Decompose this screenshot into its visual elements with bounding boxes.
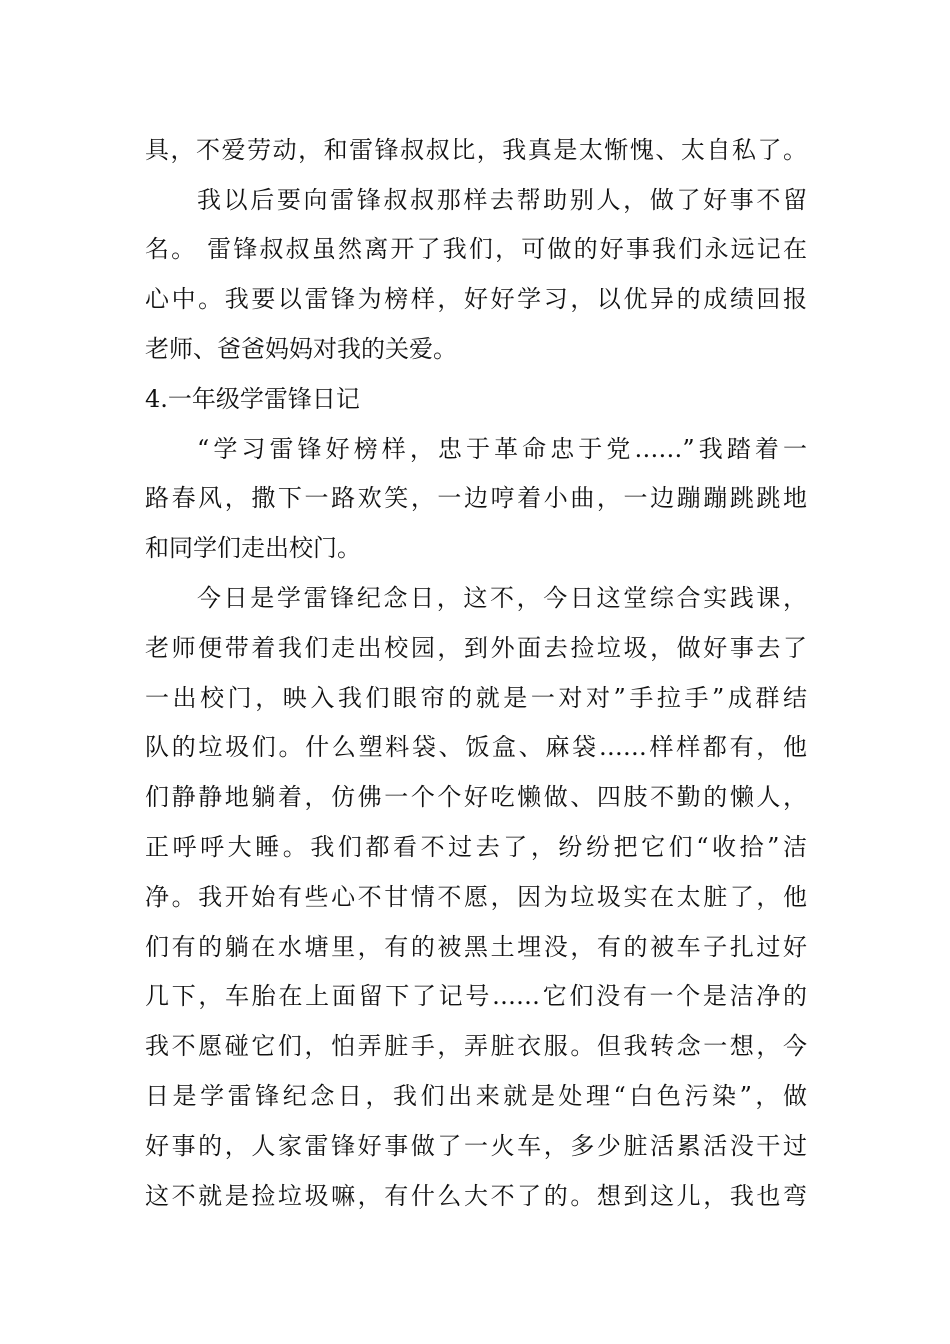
text-line: 路春风，撒下一路欢笑，一边哼着小曲，一边蹦蹦跳跳地 <box>145 484 807 512</box>
text-line: 和同学们走出校门。 <box>145 534 361 562</box>
text-line: 今日是学雷锋纪念日，这不，今日这堂综合实践课， <box>197 584 807 612</box>
text-line: 我不愿碰它们，怕弄脏手，弄脏衣服。但我转念一想，今 <box>145 1032 807 1060</box>
text-line: 老师、爸爸妈妈对我的关爱。 <box>145 335 457 363</box>
section-heading: 4.一年级学雷锋日记 <box>145 385 360 413</box>
text-line: 具，不爱劳动，和雷锋叔叔比，我真是太惭愧、太自私了。 <box>145 136 807 164</box>
text-line: 净。我开始有些心不甘情不愿，因为垃圾实在太脏了，他 <box>145 883 807 911</box>
text-line: 一出校门，映入我们眼帘的就是一对对”手拉手”成群结 <box>145 684 807 712</box>
text-line: 们静静地躺着，仿佛一个个好吃懒做、四肢不勤的懒人， <box>145 783 807 811</box>
text-line: 正呼呼大睡。我们都看不过去了，纷纷把它们“收拾”洁 <box>145 833 807 861</box>
text-line: 队的垃圾们。什么塑料袋、饭盒、麻袋……样样都有，他 <box>145 733 807 761</box>
text-line: 我以后要向雷锋叔叔那样去帮助别人，做了好事不留 <box>197 186 807 214</box>
text-line: 好事的，人家雷锋好事做了一火车，多少脏活累活没干过 <box>145 1132 807 1160</box>
text-line: 这不就是捡垃圾嘛，有什么大不了的。想到这儿，我也弯 <box>145 1182 807 1210</box>
text-line: 们有的躺在水塘里，有的被黑土埋没，有的被车子扎过好 <box>145 933 807 961</box>
text-line: 名。 雷锋叔叔虽然离开了我们，可做的好事我们永远记在 <box>145 235 807 263</box>
text-line: 心中。我要以雷锋为榜样，好好学习，以优异的成绩回报 <box>145 285 807 313</box>
text-line: 几下，车胎在上面留下了记号……它们没有一个是洁净的 <box>145 982 807 1010</box>
text-line: 老师便带着我们走出校园，到外面去捡垃圾，做好事去了 <box>145 634 807 662</box>
text-line: 日是学雷锋纪念日，我们出来就是处理“白色污染”，做 <box>145 1082 807 1110</box>
text-line: “学习雷锋好榜样，忠于革命忠于党……”我踏着一 <box>197 435 807 463</box>
